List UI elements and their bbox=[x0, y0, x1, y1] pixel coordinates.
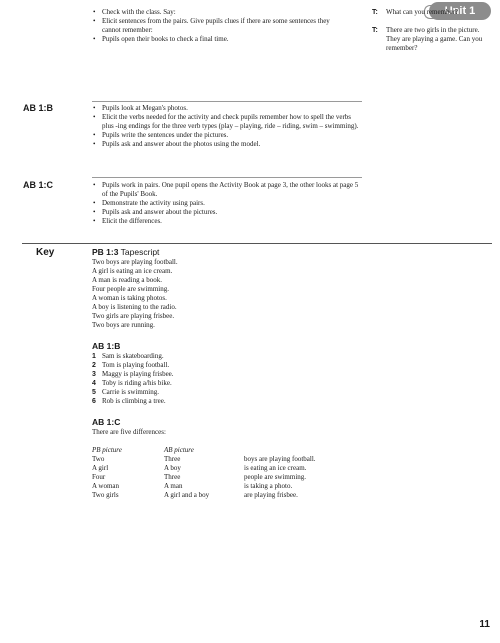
pb-heading-title: Tapescript bbox=[118, 247, 160, 257]
teacher-line-text: What can you remember? bbox=[386, 8, 459, 16]
ab-1b-instructions bbox=[92, 104, 364, 149]
teacher-line bbox=[372, 26, 490, 53]
table-cell: A woman bbox=[92, 482, 120, 490]
answer-number: 1 bbox=[92, 353, 96, 360]
instruction-item: • Pupils ask and answer about the pictures. bbox=[92, 208, 364, 217]
table-cell: A girl bbox=[92, 464, 109, 472]
divider bbox=[92, 101, 362, 102]
answer-number: 6 bbox=[92, 398, 96, 405]
teacher-label: T: bbox=[372, 9, 378, 16]
answer-text: Maggy is playing frisbee. bbox=[102, 370, 174, 378]
answer-text: Sam is skateboarding. bbox=[102, 352, 164, 360]
unit-badge: Unit 1 bbox=[429, 2, 491, 20]
tapescript-line: A girl is eating an ice cream. bbox=[92, 267, 173, 275]
section-label-ab-1b: AB 1:B bbox=[23, 103, 54, 113]
table-cell: A girl and a boy bbox=[164, 491, 210, 499]
instruction-item: • Pupils look at Megan's photos. bbox=[92, 104, 364, 113]
ab-1c-intro: There are five differences: bbox=[92, 428, 166, 436]
divider bbox=[92, 177, 362, 178]
table-cell: A man bbox=[164, 482, 183, 490]
page-number: 11 bbox=[479, 619, 490, 630]
ab-1c-instructions bbox=[92, 181, 364, 226]
tapescript bbox=[92, 258, 372, 330]
tapescript-line: Two girls are playing frisbee. bbox=[92, 312, 175, 320]
teacher-prompts bbox=[372, 8, 490, 53]
answer-item bbox=[92, 352, 372, 361]
instruction-item: • Demonstrate the activity using pairs. bbox=[92, 199, 364, 208]
key-divider bbox=[22, 243, 492, 244]
table-cell: A boy bbox=[164, 464, 181, 472]
teacher-label: T: bbox=[372, 27, 378, 34]
section-label-ab-1c: AB 1:C bbox=[23, 180, 54, 190]
tapescript-line: A woman is taking photos. bbox=[92, 294, 167, 302]
table-cell: is taking a photo. bbox=[244, 482, 293, 490]
table-row bbox=[92, 473, 316, 482]
ab-1b-answers bbox=[92, 352, 372, 406]
instruction-item: • Check with the class. Say: bbox=[92, 8, 350, 17]
answer-item bbox=[92, 388, 372, 397]
pb-heading-code: PB 1:3 bbox=[92, 247, 119, 257]
instruction-item: • Pupils ask and answer about the photos using the model. bbox=[92, 140, 364, 149]
answer-number: 3 bbox=[92, 371, 96, 378]
instruction-item: • Elicit sentences from the pairs. Give pupils clues if there are some sentences they cannot remember: bbox=[92, 17, 350, 35]
table-cell: Two girls bbox=[92, 491, 119, 499]
instruction-item: • Pupils open their books to check a final time. bbox=[92, 35, 350, 44]
answer-text: Toby is riding a/his bike. bbox=[102, 379, 172, 387]
answer-text: Carrie is swimming. bbox=[102, 388, 159, 396]
answer-item bbox=[92, 370, 372, 379]
table-cell: boys are playing football. bbox=[244, 455, 316, 463]
tapescript-line: A man is reading a book. bbox=[92, 276, 162, 284]
table-cell: Two bbox=[92, 455, 105, 463]
table-row bbox=[92, 455, 316, 464]
answer-item bbox=[92, 361, 372, 370]
answer-item bbox=[92, 397, 372, 406]
table-row bbox=[92, 491, 316, 500]
pb-1-3-heading bbox=[92, 247, 372, 258]
table-header: AB picture bbox=[164, 446, 194, 454]
instruction-item: • Elicit the verbs needed for the activity and check pupils remember how to spell the verbs plus -ing endings for the three verb types (play – playing, ride – riding, swim – swimming). bbox=[92, 113, 364, 131]
answer-number: 4 bbox=[92, 380, 96, 387]
table-row bbox=[92, 464, 316, 473]
table-row bbox=[92, 482, 316, 491]
table-cell: Four bbox=[92, 473, 106, 481]
table-header bbox=[244, 446, 316, 455]
instruction-item: • Pupils work in pairs. One pupil opens the Activity Book at page 3, the other looks at page 5 of the Pupils' Book. bbox=[92, 181, 364, 199]
tapescript-line: Four people are swimming. bbox=[92, 285, 169, 293]
table-cell: Three bbox=[164, 455, 181, 463]
key-content bbox=[92, 247, 372, 500]
tapescript-line: Two boys are running. bbox=[92, 321, 155, 329]
ab-1b-answers-heading: AB 1:B bbox=[92, 341, 121, 351]
instruction-item: • Pupils write the sentences under the pictures. bbox=[92, 131, 364, 140]
table-header-row bbox=[92, 446, 316, 455]
instruction-item: • Elicit the differences. bbox=[92, 217, 364, 226]
intro-instructions bbox=[92, 8, 350, 44]
table-cell: people are swimming. bbox=[244, 473, 307, 481]
table-header: PB picture bbox=[92, 446, 122, 454]
answer-text: Tom is playing football. bbox=[102, 361, 170, 369]
answer-text: Rob is climbing a tree. bbox=[102, 397, 166, 405]
table-cell: is eating an ice cream. bbox=[244, 464, 307, 472]
differences-table bbox=[92, 446, 316, 500]
teacher-line bbox=[372, 8, 490, 17]
ab-1c-answers-heading: AB 1:C bbox=[92, 417, 121, 427]
tapescript-line: A boy is listening to the radio. bbox=[92, 303, 177, 311]
table-cell: Three bbox=[164, 473, 181, 481]
key-label: Key bbox=[36, 247, 55, 258]
tapescript-line: Two boys are playing football. bbox=[92, 258, 178, 266]
teacher-line-text: There are two girls in the picture. They are playing a game. Can you remember? bbox=[386, 26, 483, 52]
table-cell: are playing frisbee. bbox=[244, 491, 298, 499]
answer-number: 5 bbox=[92, 389, 96, 396]
answer-item bbox=[92, 379, 372, 388]
answer-number: 2 bbox=[92, 362, 96, 369]
